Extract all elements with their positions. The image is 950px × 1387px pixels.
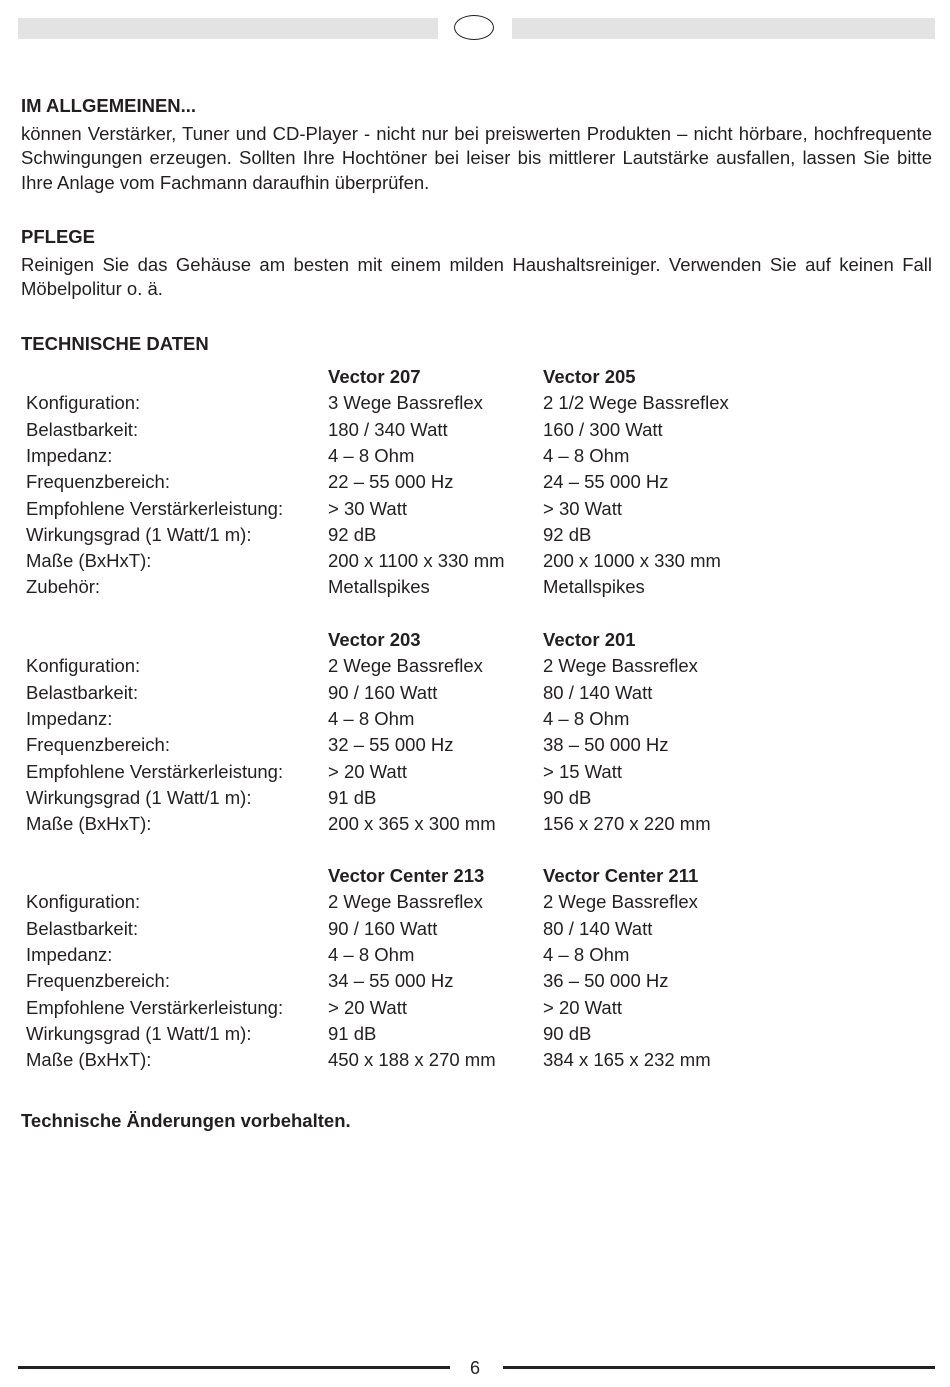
spec-row [0, 1047, 950, 1073]
spec-value: > 30 Watt [328, 497, 408, 519]
spec-value: 92 dB [543, 523, 592, 545]
page-number: 6 [469, 1358, 480, 1378]
spec-value: 36 – 50 000 Hz [543, 970, 669, 992]
spec-value: > 15 Watt [543, 760, 623, 782]
spec-value: 80 / 140 Watt [543, 681, 653, 703]
spec-row [0, 417, 950, 443]
model-name: Vector 201 [543, 629, 636, 650]
spec-label: Wirkungsgrad (1 Watt/1 m): [26, 1022, 252, 1044]
spec-value: 22 – 55 000 Hz [328, 471, 454, 493]
spec-value: 3 Wege Bassreflex [328, 392, 483, 414]
spec-label: Belastbarkeit: [26, 681, 139, 703]
spec-row [0, 469, 950, 495]
spec-value: 2 Wege Bassreflex [543, 891, 698, 913]
spec-row [0, 785, 950, 811]
spec-label: Frequenzbereich: [26, 970, 170, 992]
spec-row [0, 889, 950, 915]
spec-row [0, 574, 950, 600]
spec-label: Konfiguration: [26, 891, 141, 913]
spec-value: 200 x 1100 x 330 mm [328, 550, 505, 572]
spec-row [0, 968, 950, 994]
spec-label: Konfiguration: [26, 655, 141, 677]
footer-line-left [18, 1366, 450, 1369]
spec-value: 156 x 270 x 220 mm [543, 813, 711, 835]
spec-row [0, 1021, 950, 1047]
model-name: Vector 207 [328, 366, 421, 387]
spec-label: Frequenzbereich: [26, 471, 170, 493]
spec-value: Metallspikes [328, 576, 430, 598]
footnote: Technische Änderungen vorbehalten. [21, 1110, 351, 1131]
spec-label: Impedanz: [26, 707, 113, 729]
spec-value: 200 x 365 x 300 mm [328, 813, 496, 835]
spec-value: 4 – 8 Ohm [543, 444, 630, 466]
spec-value: 4 – 8 Ohm [328, 943, 415, 965]
spec-row [0, 706, 950, 732]
spec-label: Wirkungsgrad (1 Watt/1 m): [26, 523, 252, 545]
spec-value: 90 / 160 Watt [328, 917, 438, 939]
spec-label: Belastbarkeit: [26, 917, 139, 939]
model-name: Vector 203 [328, 629, 421, 650]
spec-label: Empfohlene Verstärkerleistung: [26, 996, 284, 1018]
paragraph-allgemein: können Verstärker, Tuner und CD-Player - nicht nur bei preiswerten Produkten – nicht hörbare, hochfrequente Schwingungen erzeugen. Sollten Ihre Hochtöner bei leiser bis mittlerer Lautstärke ausfallen, lassen Sie bitte Ihre Anlage vom Fachmann daraufhin überprüfen. [21, 123, 932, 193]
spec-row [0, 732, 950, 758]
header-bar-right [512, 18, 935, 39]
spec-table-header [0, 627, 950, 653]
spec-label: Frequenzbereich: [26, 734, 170, 756]
spec-value: 91 dB [328, 786, 377, 808]
spec-label: Belastbarkeit: [26, 418, 139, 440]
spec-value: 90 dB [543, 1022, 592, 1044]
spec-value: > 30 Watt [543, 497, 623, 519]
spec-row [0, 759, 950, 785]
section-title-pflege: PFLEGE [21, 226, 96, 247]
model-name: Vector Center 211 [543, 865, 699, 886]
spec-value: > 20 Watt [328, 996, 408, 1018]
spec-value: 4 – 8 Ohm [328, 707, 415, 729]
spec-value: 2 1/2 Wege Bassreflex [543, 392, 729, 414]
spec-label: Konfiguration: [26, 392, 141, 414]
spec-label: Impedanz: [26, 943, 113, 965]
spec-label: Maße (BxHxT): [26, 813, 152, 835]
spec-value: 384 x 165 x 232 mm [543, 1049, 711, 1071]
spec-table-header [0, 863, 950, 889]
spec-row [0, 390, 950, 416]
spec-label: Zubehör: [26, 576, 101, 598]
spec-value: 38 – 50 000 Hz [543, 734, 669, 756]
spec-row [0, 680, 950, 706]
spec-label: Maße (BxHxT): [26, 1049, 152, 1071]
spec-row [0, 443, 950, 469]
spec-value: > 20 Watt [543, 996, 623, 1018]
spec-value: 90 / 160 Watt [328, 681, 438, 703]
spec-value: 450 x 188 x 270 mm [328, 1049, 496, 1071]
spec-row [0, 916, 950, 942]
spec-label: Maße (BxHxT): [26, 550, 152, 572]
spec-value: 34 – 55 000 Hz [328, 970, 454, 992]
spec-value: 91 dB [328, 1022, 377, 1044]
spec-value: 90 dB [543, 786, 592, 808]
spec-row [0, 496, 950, 522]
spec-value: 200 x 1000 x 330 mm [543, 550, 721, 572]
spec-row [0, 995, 950, 1021]
spec-row [0, 522, 950, 548]
spec-label: Wirkungsgrad (1 Watt/1 m): [26, 786, 252, 808]
spec-row [0, 653, 950, 679]
spec-value: 32 – 55 000 Hz [328, 734, 454, 756]
section-title-allgemein: IM ALLGEMEINEN... [21, 95, 197, 116]
spec-value: 80 / 140 Watt [543, 917, 653, 939]
spec-value: 2 Wege Bassreflex [328, 891, 483, 913]
spec-value: > 20 Watt [328, 760, 408, 782]
spec-label: Empfohlene Verstärkerleistung: [26, 760, 284, 782]
language-badge-oval [454, 15, 494, 40]
spec-value: 180 / 340 Watt [328, 418, 448, 440]
spec-value: 92 dB [328, 523, 377, 545]
spec-table-header [0, 364, 950, 390]
spec-value: 4 – 8 Ohm [543, 707, 630, 729]
spec-value: 24 – 55 000 Hz [543, 471, 669, 493]
footer-line-right [503, 1366, 935, 1369]
spec-label: Empfohlene Verstärkerleistung: [26, 497, 284, 519]
spec-value: 160 / 300 Watt [543, 418, 663, 440]
model-name: Vector Center 213 [328, 865, 485, 886]
model-name: Vector 205 [543, 366, 636, 387]
spec-label: Impedanz: [26, 444, 113, 466]
spec-value: Metallspikes [543, 576, 645, 598]
spec-value: 4 – 8 Ohm [328, 444, 415, 466]
spec-value: 2 Wege Bassreflex [543, 655, 698, 677]
spec-row [0, 811, 950, 837]
spec-value: 4 – 8 Ohm [543, 943, 630, 965]
spec-row [0, 942, 950, 968]
spec-row [0, 548, 950, 574]
section-title-technische-daten: TECHNISCHE DATEN [21, 333, 209, 354]
header-bar-left [18, 18, 438, 39]
spec-value: 2 Wege Bassreflex [328, 655, 483, 677]
paragraph-pflege: Reinigen Sie das Gehäuse am besten mit einem milden Haushaltsreiniger. Verwenden Sie auf keinen Fall Möbelpolitur o. ä. [21, 254, 932, 300]
